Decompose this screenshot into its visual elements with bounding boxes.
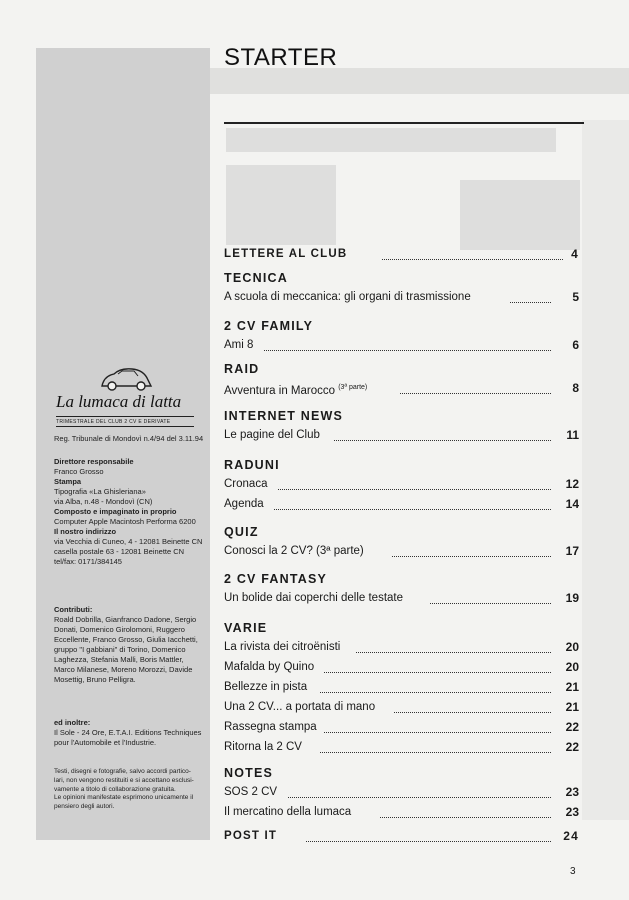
bleed-through-block	[460, 180, 580, 250]
disclaimer-block	[54, 768, 194, 812]
toc-entry-part: (3ª parte)	[338, 384, 368, 391]
toc-entry-label: Ami 8	[224, 339, 254, 351]
toc-page-number: 6	[572, 338, 579, 352]
toc-section-postit	[224, 826, 579, 846]
toc-section-notes	[224, 765, 579, 822]
address-line: casella postale 63 - 12081 Beinette CN	[54, 547, 185, 556]
contributors-label: Contributi:	[54, 605, 93, 614]
toc-section-internet	[224, 408, 579, 445]
toc-page-number: 24	[563, 829, 579, 843]
leader-dots	[320, 692, 551, 693]
toc-entry-label: Ritorna la 2 CV	[224, 741, 302, 753]
contributor-line: gruppo "I gabbiani" di Torino, Domenico	[54, 645, 186, 654]
toc-entry-label: Il mercatino della lumaca	[224, 806, 352, 818]
toc-section-title: INTERNET NEWS	[224, 409, 344, 423]
leader-dots	[324, 672, 551, 673]
address-label: Il nostro indirizzo	[54, 527, 117, 536]
compose-label: Composto e impaginato in proprio	[54, 507, 177, 516]
print-line: via Alba, n.48 - Mondovì (CN)	[54, 497, 153, 506]
leader-dots	[400, 393, 551, 394]
disclaimer-line: vamente a titolo di collaborazione gratuita.	[54, 785, 176, 793]
leader-dots	[274, 509, 551, 510]
leader-dots	[430, 603, 551, 604]
toc-entry[interactable]	[224, 425, 579, 445]
print-line: Tipografia «La Ghisleriana»	[54, 487, 146, 496]
leader-dots	[324, 732, 551, 733]
logo-subtitle: TRIMESTRALE DEL CLUB 2 CV E DERIVATE	[56, 419, 171, 425]
toc-entry-label: SOS 2 CV	[224, 786, 278, 798]
toc-section-quiz	[224, 524, 579, 561]
toc-entry[interactable]	[224, 637, 579, 657]
contributor-line: Mosettig, Bruno Pelligra.	[54, 675, 136, 684]
leader-dots	[510, 302, 551, 303]
disclaimer-line: Le opinioni manifestate esprimono unicamente il	[54, 794, 194, 802]
disclaimer-line: Testi, disegni e fotografie, salvo accordi partico-	[54, 768, 191, 775]
toc-entry-text: Avventura in Marocco	[224, 384, 336, 397]
leader-dots	[334, 440, 551, 441]
page-title: STARTER	[224, 44, 338, 71]
car-icon	[98, 366, 154, 392]
toc-entry[interactable]	[224, 737, 579, 757]
toc-entry-label: A scuola di meccanica: gli organi di trasmissione	[224, 291, 471, 303]
toc-entry[interactable]	[224, 378, 579, 398]
toc-entry[interactable]	[224, 677, 579, 697]
toc-entry-label: Mafalda by Quino	[224, 661, 315, 673]
toc-section-title: VARIE	[224, 621, 268, 635]
toc-section-tecnica	[224, 270, 579, 307]
toc-entry[interactable]	[224, 287, 579, 307]
page-number: 3	[570, 866, 576, 877]
director-label: Direttore responsabile	[54, 457, 134, 466]
toc-entry[interactable]	[224, 782, 579, 802]
toc-page-number: 21	[565, 680, 579, 694]
toc-section-title: 2 CV FANTASY	[224, 572, 328, 586]
leader-dots	[288, 797, 551, 798]
logo-title: La lumaca di latta	[56, 392, 182, 411]
toc-page-number: 22	[565, 740, 579, 754]
contributor-line: Laghezza, Stefania Malli, Boris Mattler,	[54, 655, 184, 664]
toc-section-raid	[224, 361, 579, 398]
toc-section-family	[224, 318, 579, 355]
toc-page-number: 21	[565, 700, 579, 714]
phone-text: tel/fax: 0171/384145	[54, 557, 122, 566]
extra-sources-label: ed inoltre:	[54, 718, 91, 727]
toc-entry[interactable]	[224, 826, 579, 846]
logo-rule	[56, 426, 194, 427]
toc-page-number: 17	[565, 544, 579, 558]
address-line: via Vecchia di Cuneo, 4 - 12081 Beinette CN	[54, 537, 203, 546]
toc-entry[interactable]	[224, 474, 579, 494]
leader-dots	[306, 841, 551, 842]
leader-dots	[356, 652, 551, 653]
registration-text: Reg. Tribunale di Mondovì n.4/94 del 3.11.94	[54, 434, 204, 443]
toc-page-number: 23	[565, 805, 579, 819]
toc-section-raduni	[224, 457, 579, 514]
disclaimer-line: lari, non vengono restituiti e si accettano esclusi-	[54, 776, 194, 784]
director-name: Franco Grosso	[54, 467, 104, 476]
leader-dots	[278, 489, 551, 490]
extra-source-line: pour l'Automobile et l'Industrie.	[54, 738, 157, 747]
toc-entry[interactable]	[224, 717, 579, 737]
toc-page-number: 4	[571, 247, 579, 261]
extra-sources-block	[54, 718, 201, 748]
toc-section-title: TECNICA	[224, 271, 288, 285]
toc-entry[interactable]	[224, 541, 579, 561]
toc-entry[interactable]	[224, 588, 579, 608]
bleed-through-strip	[582, 120, 629, 820]
leader-dots	[380, 817, 551, 818]
extra-source-line: Il Sole - 24 Ore, E.T.A.I. Editions Techniques	[54, 728, 202, 737]
toc-page-number: 20	[565, 640, 579, 654]
toc-entry-label	[224, 378, 367, 401]
toc-section-title: QUIZ	[224, 525, 259, 539]
toc-page-number: 19	[565, 591, 579, 605]
contributor-line: Eccellente, Franco Grosso, Giulia Iacchetti,	[54, 635, 198, 644]
disclaimer-line: pensiero degli autori.	[54, 803, 115, 811]
toc-page-number: 23	[565, 785, 579, 799]
toc-page-number: 11	[566, 428, 579, 442]
header-rule	[224, 122, 584, 124]
bleed-through-block	[226, 128, 556, 152]
toc-entry-label: Un bolide dai coperchi delle testate	[224, 592, 404, 604]
toc-entry[interactable]	[224, 335, 579, 355]
toc-page-number: 5	[572, 290, 579, 304]
toc-entry-label: Agenda	[224, 498, 264, 510]
toc-page-number: 20	[565, 660, 579, 674]
toc-section-varie	[224, 620, 579, 757]
toc-page-number: 8	[572, 381, 579, 395]
toc-entry[interactable]	[224, 697, 579, 717]
toc-entry[interactable]	[224, 494, 579, 514]
toc-entry-label: Rassegna stampa	[224, 721, 317, 733]
toc-entry-label: Conosci la 2 CV? (3ª parte)	[224, 545, 364, 557]
leader-dots	[394, 712, 551, 713]
toc-page-number: 22	[565, 720, 579, 734]
leader-dots	[320, 752, 551, 753]
compose-value: Computer Apple Macintosh Performa 6200	[54, 517, 196, 526]
bleed-through-block	[226, 165, 336, 245]
toc-entry-label: Le pagine del Club	[224, 429, 320, 441]
toc-section-title: LETTERE AL CLUB	[224, 248, 348, 260]
toc-entry[interactable]	[224, 657, 579, 677]
toc-entry-label: Bellezze in pista	[224, 681, 308, 693]
toc-section-title: RAID	[224, 362, 260, 376]
leader-dots	[392, 556, 551, 557]
print-label: Stampa	[54, 477, 82, 486]
contributor-line: Marco Milanese, Moreno Morozzi, Davide	[54, 665, 193, 674]
contributor-line: Donati, Domenico Girolomoni, Ruggero	[54, 625, 185, 634]
toc-entry-label: Una 2 CV... a portata di mano	[224, 701, 376, 713]
logo-rule	[56, 416, 194, 417]
toc-section-title: 2 CV FAMILY	[224, 319, 314, 333]
toc-section-fantasy	[224, 571, 579, 608]
toc-entry[interactable]	[224, 802, 579, 822]
toc-section-title: NOTES	[224, 766, 274, 780]
toc-entry-label: Cronaca	[224, 478, 268, 490]
leader-dots	[382, 259, 563, 260]
toc-entry[interactable]	[224, 244, 579, 264]
toc-entry-label: La rivista dei citroënisti	[224, 641, 341, 653]
credits-block	[54, 457, 202, 567]
toc-section-title: POST IT	[224, 830, 278, 842]
leader-dots	[264, 350, 551, 351]
contributors-block	[54, 605, 198, 685]
toc-section-lettere	[224, 244, 579, 264]
contributor-line: Roald Dobrilla, Gianfranco Dadone, Sergio	[54, 615, 197, 624]
toc-page-number: 12	[565, 477, 579, 491]
toc-section-title: RADUNI	[224, 458, 280, 472]
toc-page-number: 14	[565, 497, 579, 511]
